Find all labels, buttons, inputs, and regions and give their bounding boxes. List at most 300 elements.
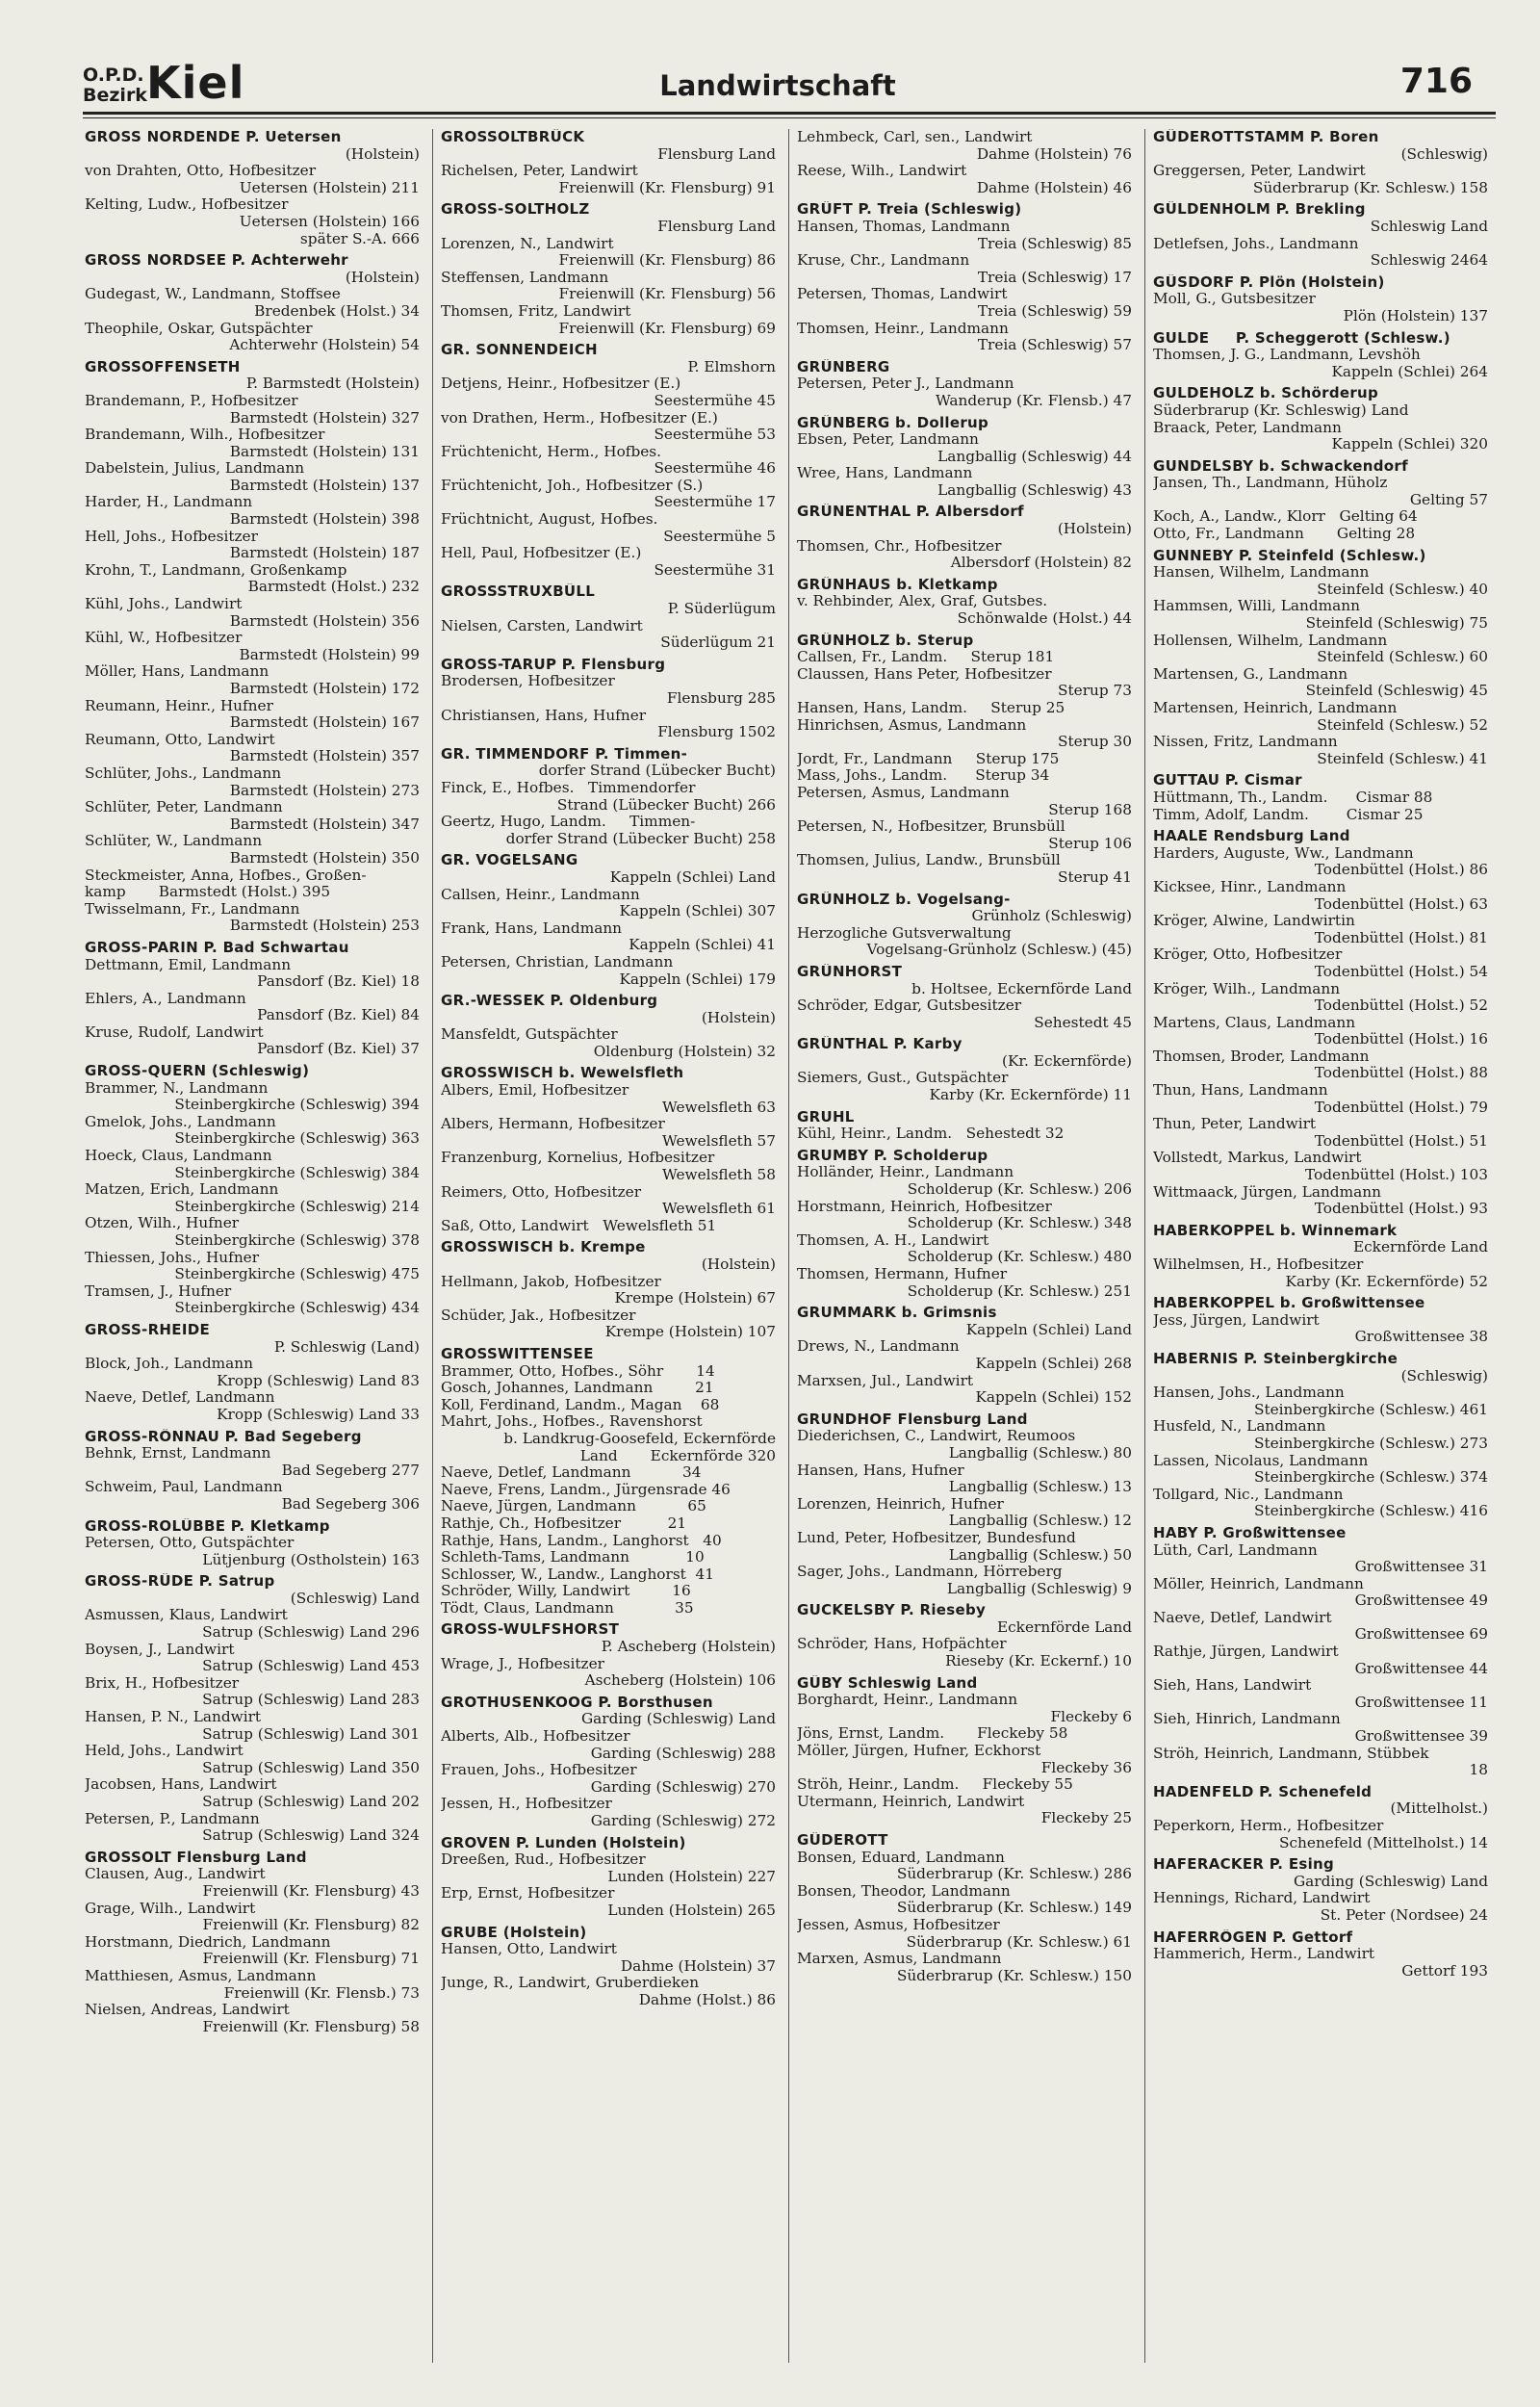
- entry-line: Kühl, W., Hofbesitzer: [85, 630, 243, 647]
- entry-location: Scholderup (Kr. Schlesw.) 480: [907, 1249, 1132, 1266]
- entry-location: (Holstein): [701, 1009, 776, 1026]
- entry-location: Gelting 57: [1409, 491, 1488, 508]
- entry-line: Schlüter, Peter, Landmann: [85, 799, 283, 816]
- place-heading: GROSS-QUERN (Schleswig): [85, 1063, 310, 1080]
- entry-location: Rieseby (Kr. Eckernf.) 10: [945, 1653, 1132, 1670]
- entry-location: Kappeln (Schlei) 307: [619, 903, 776, 920]
- entry-line: Jess, Jürgen, Landwirt: [1153, 1311, 1320, 1329]
- entry-location: Plön (Holstein) 137: [1343, 307, 1488, 324]
- place-heading: GUNDELSBY b. Schwackendorf: [1153, 457, 1408, 475]
- place-heading: HAFERACKER P. Esing: [1153, 1856, 1335, 1874]
- entry-line: Petersen, Thomas, Landwirt: [797, 286, 1008, 303]
- entry-location: Langballig (Schlesw.) 12: [948, 1513, 1132, 1530]
- entry-location: Steinbergkirche (Schleswig) 434: [174, 1300, 420, 1317]
- entry-line: Kröger, Alwine, Landwirtin: [1153, 913, 1355, 930]
- place-heading: GROSS-PARIN P. Bad Schwartau: [85, 939, 349, 956]
- entry-line: Brammer, Otto, Hofbes., Söhr 14: [441, 1362, 715, 1380]
- entry-line: Hell, Johs., Hofbesitzer: [85, 528, 258, 545]
- place-heading: GROSSWISCH b. Krempe: [441, 1239, 646, 1256]
- directory-column-4: [1153, 129, 1490, 2372]
- entry-line: Thomsen, Heinr., Landmann: [797, 320, 1009, 337]
- entry-location: Großwittensee 49: [1354, 1592, 1488, 1610]
- entry-line: Otto, Fr., Landmann Gelting 28: [1153, 526, 1416, 543]
- entry-line: Alberts, Alb., Hofbesitzer: [441, 1728, 630, 1746]
- entry-line: Twisselmann, Fr., Landmann: [85, 900, 300, 918]
- entry-location: Großwittensee 44: [1354, 1660, 1488, 1677]
- entry-location: Steinfeld (Schleswig) 75: [1305, 615, 1488, 633]
- entry-line: Gosch, Johannes, Landmann 21: [441, 1380, 714, 1397]
- entry-location: Achterwehr (Holstein) 54: [229, 337, 420, 354]
- entry-line: Naeve, Jürgen, Landmann 65: [441, 1498, 706, 1515]
- entry-line: Franzenburg, Kornelius, Hofbesitzer: [441, 1150, 715, 1167]
- place-heading: GRÜNBERG: [797, 358, 890, 375]
- entry-location: Todenbüttel (Holst.) 88: [1314, 1065, 1488, 1082]
- entry-location: Krempe (Holstein) 107: [604, 1324, 776, 1341]
- entry-line: Gudegast, W., Landmann, Stoffsee: [85, 286, 341, 303]
- entry-line: Horstmann, Heinrich, Hofbesitzer: [797, 1198, 1052, 1215]
- place-heading: GROSSWISCH b. Wewelsfleth: [441, 1065, 684, 1082]
- entry-location: Pansdorf (Bz. Kiel) 37: [257, 1041, 420, 1058]
- entry-location: Ascheberg (Holstein) 106: [584, 1672, 776, 1690]
- place-heading: GÜDEROTT: [797, 1832, 888, 1849]
- place-heading: GROSS NORDENDE P. Uetersen: [85, 129, 342, 145]
- entry-location: Barmstedt (Holstein) 131: [229, 443, 420, 460]
- entry-line: Reumann, Heinr., Hufner: [85, 697, 273, 714]
- entry-location: Barmstedt (Holstein) 187: [229, 545, 420, 562]
- header-rule: [83, 112, 1496, 115]
- entry-location: Scholderup (Kr. Schlesw.) 206: [907, 1181, 1132, 1199]
- entry-location: Wewelsfleth 61: [662, 1201, 776, 1218]
- entry-location: Grünholz (Schleswig): [971, 908, 1132, 925]
- page-number: 716: [1399, 62, 1473, 101]
- entry-line: Schweim, Paul, Landmann: [85, 1479, 283, 1496]
- place-heading: GROSSOLT Flensburg Land: [85, 1849, 307, 1866]
- place-heading: GÜBY Schleswig Land: [797, 1674, 978, 1692]
- entry-location: Sterup 41: [1058, 868, 1132, 886]
- entry-line: Naeve, Frens, Landm., Jürgensrade 46: [441, 1481, 731, 1498]
- entry-line: Geertz, Hugo, Landm. Timmen-: [441, 814, 696, 831]
- entry-line: Sieh, Hans, Landwirt: [1153, 1677, 1312, 1695]
- entry-line: Steckmeister, Anna, Hofbes., Großen-: [85, 867, 367, 884]
- entry-location: Todenbüttel (Holst.) 81: [1314, 929, 1488, 946]
- entry-location: Steinbergkirche (Schleswig) 363: [174, 1130, 420, 1148]
- entry-line: Reese, Wilh., Landwirt: [797, 163, 967, 180]
- entry-location: Pansdorf (Bz. Kiel) 18: [257, 973, 420, 991]
- entry-line: Kelting, Ludw., Hofbesitzer: [85, 196, 289, 214]
- directory-column-1: [85, 129, 422, 2372]
- entry-line: Nielsen, Andreas, Landwirt: [85, 2002, 290, 2019]
- entry-line: Dabelstein, Julius, Landmann: [85, 460, 305, 478]
- entry-line: kamp Barmstedt (Holst.) 395: [85, 884, 331, 901]
- entry-location: Treia (Schleswig) 57: [977, 337, 1132, 354]
- entry-location: Barmstedt (Holstein) 137: [229, 477, 420, 494]
- entry-line: Thun, Peter, Landwirt: [1153, 1116, 1317, 1133]
- entry-location: Flensburg Land: [657, 218, 776, 235]
- entry-location: Steinbergkirche (Schleswig) 378: [174, 1232, 420, 1249]
- entry-location: Süderbrarup (Kr. Schlesw.) 61: [906, 1933, 1132, 1951]
- entry-line: Lehmbeck, Carl, sen., Landwirt: [797, 129, 1033, 145]
- entry-line: Otzen, Wilh., Hufner: [85, 1215, 240, 1232]
- entry-line: Früchtnicht, August, Hofbes.: [441, 511, 658, 529]
- entry-location: Freienwill (Kr. Flensburg) 56: [558, 286, 776, 303]
- entry-location: Barmstedt (Holstein) 356: [229, 612, 420, 630]
- entry-location: Todenbüttel (Holst.) 79: [1314, 1099, 1488, 1116]
- entry-location: Steinbergkirche (Schleswig) 475: [174, 1266, 420, 1283]
- entry-line: Kröger, Otto, Hofbesitzer: [1153, 946, 1343, 964]
- entry-location: (Schleswig): [1400, 145, 1488, 163]
- entry-location: Barmstedt (Holst.) 232: [247, 579, 420, 596]
- entry-location: Seestermühe 53: [654, 427, 776, 444]
- place-heading: HAALE Rendsburg Land: [1153, 828, 1350, 845]
- entry-line: Gmelok, Johs., Landmann: [85, 1113, 276, 1130]
- entry-location: Barmstedt (Holstein) 253: [229, 918, 420, 935]
- entry-location: Sterup 106: [1048, 835, 1132, 852]
- entry-location: Kropp (Schleswig) Land 83: [217, 1372, 420, 1389]
- entry-line: Christiansen, Hans, Hufner: [441, 707, 647, 724]
- entry-line: Thomsen, Broder, Landmann: [1153, 1048, 1370, 1065]
- entry-location: Seestermühe 17: [654, 494, 776, 511]
- entry-line: Schröder, Hans, Hofpächter: [797, 1636, 1007, 1653]
- entry-line: Wilhelmsen, H., Hofbesitzer: [1153, 1256, 1364, 1273]
- entry-location: Großwittensee 38: [1354, 1329, 1488, 1346]
- entry-line: Jöns, Ernst, Landm. Fleckeby 58: [797, 1725, 1068, 1743]
- entry-line: Finck, E., Hofbes. Timmendorfer: [441, 779, 696, 796]
- entry-line: Hansen, Hans, Landm. Sterup 25: [797, 700, 1065, 716]
- entry-location: (Schleswig): [1400, 1367, 1488, 1385]
- entry-line: Hansen, P. N., Landwirt: [85, 1709, 262, 1726]
- entry-line: Detjens, Heinr., Hofbesitzer (E.): [441, 375, 681, 393]
- entry-location: Kappeln (Schlei) Land: [609, 868, 776, 886]
- entry-line: Vollstedt, Markus, Landwirt: [1153, 1150, 1362, 1167]
- entry-location: Süderbrarup (Kr. Schlesw.) 158: [1252, 179, 1488, 196]
- entry-line: Mass, Johs., Landm. Sterup 34: [797, 767, 1050, 785]
- place-heading: GRÜNHOLZ b. Vogelsang-: [797, 891, 1011, 908]
- entry-location: Barmstedt (Holstein) 398: [229, 511, 420, 529]
- entry-location: P. Barmstedt (Holstein): [245, 375, 420, 393]
- entry-location: Freienwill (Kr. Flensb.) 73: [223, 1984, 420, 2002]
- entry-line: Mahrt, Johs., Hofbes., Ravenshorst: [441, 1413, 703, 1431]
- entry-location: Langballig (Schleswig) 43: [937, 481, 1132, 499]
- entry-line: Diederichsen, C., Landwirt, Reumoos: [797, 1428, 1076, 1445]
- entry-location: Schleswig 2464: [1370, 252, 1488, 270]
- place-heading: HABERKOPPEL b. Winnemark: [1153, 1222, 1398, 1239]
- entry-location: Steinfeld (Schlesw.) 40: [1317, 581, 1488, 598]
- place-heading: GRÜNBERG b. Dollerup: [797, 414, 989, 431]
- entry-location: Satrup (Schleswig) Land 453: [202, 1658, 420, 1675]
- entry-line: Rathje, Jürgen, Landwirt: [1153, 1643, 1339, 1661]
- entry-location: Todenbüttel (Holst.) 63: [1314, 895, 1488, 913]
- entry-line: Ebsen, Peter, Landmann: [797, 431, 979, 449]
- entry-location: Dahme (Holstein) 46: [976, 179, 1132, 196]
- entry-location: Barmstedt (Holstein) 357: [229, 748, 420, 765]
- entry-line: Frauen, Johs., Hofbesitzer: [441, 1762, 637, 1779]
- entry-line: Möller, Hans, Landmann: [85, 663, 270, 681]
- place-heading: GROVEN P. Lunden (Holstein): [441, 1834, 686, 1851]
- entry-location: Satrup (Schleswig) Land 296: [202, 1624, 420, 1642]
- place-heading: GÜSDORF P. Plön (Holstein): [1153, 273, 1385, 291]
- entry-location: b. Landkrug-Goosefeld, Eckernförde: [503, 1430, 776, 1447]
- entry-location: Satrup (Schleswig) Land 301: [202, 1725, 420, 1743]
- entry-line: Brandemann, P., Hofbesitzer: [85, 392, 298, 409]
- entry-line: Hellmann, Jakob, Hofbesitzer: [441, 1273, 661, 1290]
- place-heading: GROSS NORDSEE P. Achterwehr: [85, 252, 348, 270]
- entry-line: Hüttmann, Th., Landm. Cismar 88: [1153, 789, 1433, 806]
- place-heading: GRÜNTHAL P. Karby: [797, 1036, 962, 1053]
- entry-line: Harders, Auguste, Ww., Landmann: [1153, 844, 1414, 862]
- entry-line: Rathje, Hans, Landm., Langhorst 40: [441, 1532, 722, 1549]
- entry-location: Langballig (Schlesw.) 13: [948, 1479, 1132, 1496]
- entry-line: Kühl, Heinr., Landm. Sehestedt 32: [797, 1126, 1065, 1143]
- entry-location: Todenbüttel (Holst.) 51: [1314, 1132, 1488, 1150]
- entry-location: Wewelsfleth 63: [662, 1099, 776, 1116]
- opd-abbrev: O.P.D.: [83, 65, 144, 86]
- entry-location: Uetersen (Holstein) 211: [239, 179, 420, 196]
- entry-line: Schüder, Jak., Hofbesitzer: [441, 1307, 636, 1324]
- entry-location: Flensburg Land: [657, 145, 776, 163]
- entry-line: Hoeck, Claus, Landmann: [85, 1148, 272, 1165]
- entry-location: Bad Segeberg 306: [281, 1495, 420, 1513]
- entry-location: Karby (Kr. Eckernförde) 52: [1285, 1273, 1488, 1290]
- entry-line: Ehlers, A., Landmann: [85, 990, 246, 1007]
- entry-location: Wewelsfleth 58: [662, 1167, 776, 1184]
- entry-location: Kropp (Schleswig) Land 33: [217, 1406, 420, 1423]
- entry-location: Steinfeld (Schlesw.) 41: [1317, 750, 1488, 767]
- entry-line: Theophile, Oskar, Gutspächter: [85, 320, 313, 337]
- entry-line: Kruse, Chr., Landmann: [797, 252, 970, 270]
- entry-line: Mansfeldt, Gutspächter: [441, 1026, 618, 1044]
- place-heading: GROSS-WULFSHORST: [441, 1621, 620, 1639]
- entry-line: Asmussen, Klaus, Landwirt: [85, 1607, 288, 1624]
- entry-line: Hollensen, Wilhelm, Landmann: [1153, 632, 1388, 649]
- entry-line: Callsen, Heinr., Landmann: [441, 886, 640, 903]
- place-heading: GRUMMARK b. Grimsnis: [797, 1305, 997, 1322]
- entry-line: Lüth, Carl, Landmann: [1153, 1541, 1318, 1559]
- entry-line: Schlüter, Johs., Landmann: [85, 764, 282, 782]
- entry-location: Vogelsang-Grünholz (Schlesw.) (45): [866, 942, 1132, 959]
- entry-line: Harder, H., Landmann: [85, 494, 253, 511]
- entry-location: Großwittensee 31: [1354, 1559, 1488, 1576]
- entry-location: Dahme (Holst.) 86: [638, 1991, 776, 2008]
- entry-location: später S.-A. 666: [299, 230, 420, 247]
- entry-line: Schleth-Tams, Landmann 10: [441, 1549, 705, 1566]
- entry-line: Thomsen, Fritz, Landwirt: [441, 302, 631, 320]
- entry-line: Jessen, Asmus, Hofbesitzer: [797, 1916, 1000, 1933]
- entry-line: Rathje, Ch., Hofbesitzer 21: [441, 1514, 687, 1532]
- place-heading: GÜDEROTTSTAMM P. Boren: [1153, 129, 1379, 145]
- place-heading: GUNNEBY P. Steinfeld (Schlesw.): [1153, 547, 1426, 564]
- entry-location: P. Ascheberg (Holstein): [601, 1639, 776, 1656]
- entry-location: Kappeln (Schlei) Land: [965, 1321, 1132, 1338]
- entry-location: Kappeln (Schlei) 264: [1331, 363, 1488, 380]
- entry-line: Braack, Peter, Landmann: [1153, 419, 1342, 436]
- entry-line: Koch, A., Landw., Klorr Gelting 64: [1153, 508, 1418, 526]
- entry-location: Langballig (Schleswig) 9: [946, 1580, 1132, 1597]
- entry-location: Satrup (Schleswig) Land 202: [202, 1794, 420, 1810]
- entry-location: Bad Segeberg 277: [281, 1462, 420, 1479]
- entry-location: Schönwalde (Holst.) 44: [957, 610, 1132, 628]
- entry-location: Krempe (Holstein) 67: [614, 1290, 776, 1307]
- entry-line: Block, Joh., Landmann: [85, 1356, 253, 1373]
- entry-line: Bonsen, Eduard, Landmann: [797, 1849, 1005, 1866]
- entry-line: Behnk, Ernst, Landmann: [85, 1445, 271, 1462]
- entry-location: Todenbüttel (Holst.) 54: [1314, 963, 1488, 980]
- entry-line: Schröder, Edgar, Gutsbesitzer: [797, 997, 1022, 1015]
- entry-line: Petersen, P., Landmann: [85, 1810, 260, 1827]
- entry-line: Hansen, Hans, Hufner: [797, 1462, 964, 1479]
- column-divider: [432, 129, 433, 2363]
- place-heading: GRUHL: [797, 1108, 855, 1126]
- entry-line: Marxen, Asmus, Landmann: [797, 1951, 1002, 1968]
- entry-location: Freienwill (Kr. Flensburg) 69: [558, 320, 776, 337]
- district-city: Kiel: [146, 57, 245, 109]
- entry-line: Drews, N., Landmann: [797, 1338, 960, 1356]
- place-heading: GR. VOGELSANG: [441, 852, 578, 869]
- entry-location: Todenbüttel (Holst.) 16: [1314, 1031, 1488, 1048]
- entry-location: Lunden (Holstein) 265: [607, 1902, 776, 1919]
- place-heading: HADENFELD P. Schenefeld: [1153, 1783, 1373, 1800]
- entry-location: Flensburg 1502: [657, 724, 776, 741]
- entry-line: Jordt, Fr., Landmann Sterup 175: [797, 750, 1060, 767]
- entry-line: Greggersen, Peter, Landwirt: [1153, 163, 1366, 180]
- entry-line: Thun, Hans, Landmann: [1153, 1082, 1328, 1100]
- entry-line: Detlefsen, Johs., Landmann: [1153, 235, 1359, 252]
- entry-line: Brandemann, Wilh., Hofbesitzer: [85, 427, 325, 444]
- entry-location: Land Eckernförde 320: [579, 1447, 776, 1464]
- entry-line: Thiessen, Johs., Hufner: [85, 1249, 260, 1266]
- entry-line: Petersen, Peter J., Landmann: [797, 375, 1014, 393]
- entry-line: Petersen, Christian, Landmann: [441, 953, 674, 971]
- entry-location: Wewelsfleth 57: [662, 1132, 776, 1150]
- entry-location: Süderlügum 21: [660, 634, 776, 652]
- entry-line: Krohn, T., Landmann, Großenkamp: [85, 561, 347, 579]
- entry-line: Tödt, Claus, Landmann 35: [441, 1599, 694, 1617]
- entry-location: Treia (Schleswig) 59: [977, 302, 1132, 320]
- entry-line: Martensen, Heinrich, Landmann: [1153, 700, 1398, 716]
- entry-line: Tollgard, Nic., Landmann: [1153, 1486, 1344, 1503]
- place-heading: GUTTAU P. Cismar: [1153, 772, 1302, 789]
- entry-line: Petersen, Otto, Gutspächter: [85, 1535, 295, 1552]
- entry-location: Garding (Schleswig) Land: [580, 1711, 776, 1728]
- place-heading: GROSS-ROLÜBBE P. Kletkamp: [85, 1517, 330, 1535]
- entry-line: Brix, H., Hofbesitzer: [85, 1674, 240, 1692]
- entry-line: Naeve, Detlef, Landmann: [85, 1389, 275, 1407]
- entry-line: Sager, Johs., Landmann, Hörreberg: [797, 1564, 1063, 1581]
- entry-location: Sterup 30: [1058, 734, 1132, 751]
- place-heading: GR. SONNENDEICH: [441, 342, 598, 359]
- place-heading: GROSSWITTENSEE: [441, 1345, 594, 1362]
- place-heading: GROTHUSENKOOG P. Borsthusen: [441, 1694, 713, 1711]
- entry-location: P. Süderlügum: [667, 601, 776, 618]
- entry-line: Timm, Adolf, Landm. Cismar 25: [1153, 806, 1424, 823]
- entry-location: Eckernförde Land: [996, 1618, 1132, 1636]
- bezirk-label: Bezirk: [83, 85, 147, 106]
- place-heading: GRÜNHAUS b. Kletkamp: [797, 576, 998, 593]
- entry-location: Karby (Kr. Eckernförde) 11: [929, 1087, 1132, 1104]
- entry-location: Langballig (Schlesw.) 50: [948, 1546, 1132, 1564]
- entry-location: Bredenbek (Holst.) 34: [254, 302, 420, 320]
- place-heading: GRÜNENTHAL P. Albersdorf: [797, 504, 1024, 521]
- entry-location: Garding (Schleswig) 288: [590, 1745, 776, 1762]
- entry-location: Todenbüttel (Holst.) 103: [1305, 1167, 1488, 1184]
- entry-location: Freienwill (Kr. Flensburg) 58: [202, 2018, 420, 2035]
- entry-location: Dahme (Holstein) 76: [976, 145, 1132, 163]
- entry-line: Naeve, Detlef, Landwirt: [1153, 1609, 1332, 1626]
- entry-location: P. Schleswig (Land): [273, 1338, 420, 1356]
- entry-line: Brodersen, Hofbesitzer: [441, 673, 615, 690]
- directory-column-3: [797, 129, 1134, 2372]
- place-heading: GROSSOLTBRÜCK: [441, 129, 585, 145]
- entry-location: Großwittensee 69: [1354, 1626, 1488, 1643]
- entry-line: Brammer, N., Landmann: [85, 1079, 269, 1097]
- entry-location: Seestermühe 46: [654, 460, 776, 478]
- directory-column-2: [441, 129, 778, 2372]
- entry-location: (Schleswig) Land: [290, 1590, 420, 1607]
- entry-line: Matthiesen, Asmus, Landmann: [85, 1967, 317, 1984]
- entry-line: Holländer, Heinr., Landmann: [797, 1164, 1014, 1181]
- entry-line: Naeve, Detlef, Landmann 34: [441, 1464, 702, 1482]
- entry-location: (Kr. Eckernförde): [1002, 1052, 1132, 1070]
- entry-line: Boysen, J., Landwirt: [85, 1641, 235, 1658]
- place-heading: GULDE P. Scheggerott (Schlesw.): [1153, 329, 1450, 347]
- entry-location: Eckernförde Land: [1352, 1239, 1488, 1256]
- entry-line: Peperkorn, Herm., Hofbesitzer: [1153, 1818, 1384, 1834]
- entry-line: Schröder, Willy, Landwirt 16: [441, 1583, 691, 1600]
- entry-location: Treia (Schleswig) 17: [977, 269, 1132, 286]
- entry-location: Steinbergkirche (Schlesw.) 416: [1253, 1503, 1488, 1520]
- entry-line: Ströh, Heinrich, Landmann, Stübbek: [1153, 1745, 1429, 1762]
- entry-location: Süderbrarup (Kr. Schlesw.) 286: [896, 1866, 1132, 1883]
- entry-location: Seestermühe 31: [654, 561, 776, 579]
- entry-line: Siemers, Gust., Gutspächter: [797, 1070, 1009, 1087]
- entry-line: Nissen, Fritz, Landmann: [1153, 734, 1338, 751]
- entry-line: Moll, G., Gutsbesitzer: [1153, 291, 1316, 308]
- place-heading: GRÜFT P. Treia (Schleswig): [797, 201, 1022, 219]
- entry-line: Utermann, Heinrich, Landwirt: [797, 1793, 1025, 1810]
- entry-line: Erp, Ernst, Hofbesitzer: [441, 1885, 615, 1902]
- entry-line: Jessen, H., Hofbesitzer: [441, 1796, 612, 1813]
- entry-location: Strand (Lübecker Bucht) 266: [556, 796, 776, 814]
- entry-location: Langballig (Schleswig) 44: [937, 448, 1132, 465]
- entry-line: Kühl, Johs., Landwirt: [85, 596, 243, 613]
- entry-line: Thomsen, Chr., Hofbesitzer: [797, 537, 1002, 555]
- column-divider: [1144, 129, 1145, 2363]
- entry-line: Borghardt, Heinr., Landmann: [797, 1692, 1018, 1709]
- entry-location: Fleckeby 36: [1040, 1759, 1132, 1776]
- entry-line: Wree, Hans, Landmann: [797, 465, 973, 482]
- entry-location: (Holstein): [1057, 521, 1132, 538]
- entry-line: Reimers, Otto, Hofbesitzer: [441, 1183, 642, 1201]
- entry-line: Hansen, Wilhelm, Landmann: [1153, 564, 1370, 582]
- entry-location: Todenbüttel (Holst.) 93: [1314, 1201, 1488, 1218]
- entry-line: Jacobsen, Hans, Landwirt: [85, 1776, 277, 1794]
- place-heading: GRUNDHOF Flensburg Land: [797, 1411, 1028, 1428]
- entry-line: Hansen, Otto, Landwirt: [441, 1941, 617, 1958]
- entry-line: Petersen, N., Hofbesitzer, Brunsbüll: [797, 818, 1065, 836]
- entry-line: Claussen, Hans Peter, Hofbesitzer: [797, 665, 1052, 683]
- entry-location: Freienwill (Kr. Flensburg) 43: [202, 1882, 420, 1900]
- entry-location: Lunden (Holstein) 227: [607, 1868, 776, 1885]
- entry-line: Kruse, Rudolf, Landwirt: [85, 1023, 264, 1041]
- entry-location: Satrup (Schleswig) Land 283: [202, 1692, 420, 1709]
- entry-location: Steinfeld (Schlesw.) 52: [1317, 716, 1488, 734]
- entry-line: Grage, Wilh., Landwirt: [85, 1900, 256, 1917]
- entry-location: Dahme (Holstein) 37: [620, 1957, 776, 1975]
- entry-location: Scholderup (Kr. Schlesw.) 348: [907, 1215, 1132, 1232]
- entry-line: Früchtenicht, Herm., Hofbes.: [441, 443, 661, 460]
- entry-line: Wittmaack, Jürgen, Landmann: [1153, 1183, 1381, 1201]
- entry-line: Jansen, Th., Landmann, Hüholz: [1153, 475, 1388, 492]
- entry-line: Dreeßen, Rud., Hofbesitzer: [441, 1851, 646, 1869]
